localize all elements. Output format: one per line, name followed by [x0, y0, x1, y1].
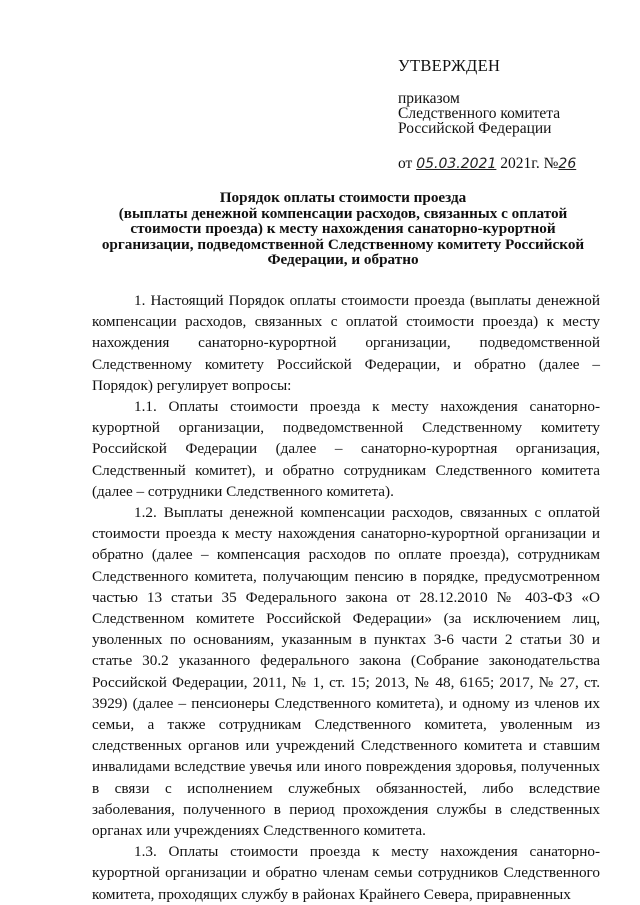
- issuer-line-1: Следственного комитета: [398, 105, 561, 122]
- order-word: приказом: [398, 90, 460, 107]
- handwritten-date: 05.03.2021: [416, 156, 497, 172]
- paragraph-1-3: 1.3. Оплаты стоимости проезда к месту нахождения санаторно-курортной организации и обратно членам семьи сотрудников Следственного комитета, проходящих службу в районах Крайнего Севера, приравненных: [92, 843, 600, 903]
- title-line-3: стоимости проезда) к месту нахождения санаторно-курортной: [130, 220, 556, 237]
- title-line-5: Федерации, и обратно: [267, 251, 419, 268]
- handwritten-number: 26: [558, 156, 577, 172]
- title-line-2: (выплаты денежной компенсации расходов, связанных с оплатой: [118, 204, 568, 222]
- title-line-4: организации, подведомственной Следственному комитету Российской: [101, 235, 585, 253]
- issuer-line-2: Российской Федерации: [398, 120, 552, 137]
- title-line-1: Порядок оплаты стоимости проезда: [219, 189, 467, 206]
- year-number-label: 2021г. №: [500, 155, 559, 172]
- document-title: [96, 190, 590, 268]
- paragraph-1-2: 1.2. Выплаты денежной компенсации расходов, связанных с оплатой стоимости проезда к месту нахождения санаторно-курортной организации и обратно (далее – компенсация расходов по оплате проезда), сотрудникам Следственного комитета, получающим пенсию в порядке, предусмотренном частью 13 статьи 35 Федерального закона от 28.12.2010 № 403-ФЗ «О Следственном комитете Российской Федерации» (за исключением лиц, уволенных по основаниям, указанным в пунктах 3-6 части 2 статьи 30 и статье 30.2 указанного федерального закона (Собрание законодательства Российской Федерации, 2011, № 1, ст. 15; 2013, № 48, 6165; 2017, № 27, ст. 3929) (далее – пенсионеры Следственного комитета), и одному из членов их семьи, а также сотрудникам Следственного комитета, уволенным из следственных органов или учреждений Следственного комитета и ставшим инвалидами вследствие увечья или иного повреждения здоровья, полученных в связи с исполнением служебных обязанностей, либо вследствие заболевания, полученного в период прохождения службы в следственных органах или учреждениях Следственного комитета.: [92, 504, 600, 840]
- date-prefix: от: [398, 155, 413, 172]
- approval-block: [398, 58, 618, 172]
- order-date-line: [398, 156, 618, 172]
- paragraph-1: 1. Настоящий Порядок оплаты стоимости проезда (выплаты денежной компенсации расходов, связанных с оплатой стоимости проезда) к месту нахождения санаторно-курортной организации, подведомственной Следственному комитету Российской Федерации, и обратно (далее – Порядок) регулирует вопросы:: [92, 292, 600, 394]
- document-body: [92, 290, 600, 905]
- paragraph-1-1: 1.1. Оплаты стоимости проезда к месту нахождения санаторно-курортной организации, подведомственной Следственному комитету Российской Федерации (далее – санаторно-курортная организация, Следственный комитет), и обратно сотрудникам Следственного комитета (далее – сотрудники Следственного комитета).: [92, 398, 600, 500]
- approved-heading: УТВЕРЖДЕН: [398, 56, 501, 75]
